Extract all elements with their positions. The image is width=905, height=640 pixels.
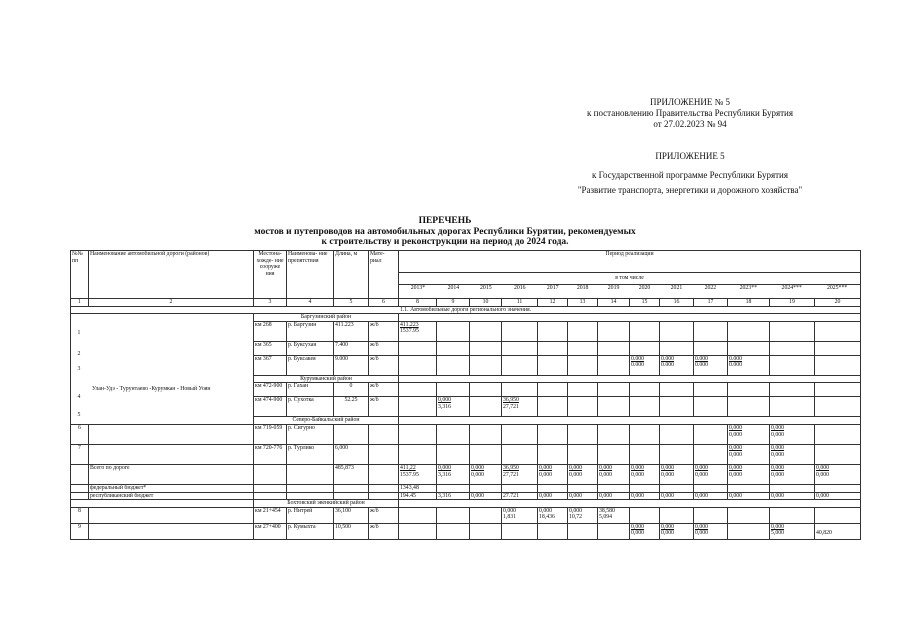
col-header-length: Длина, м [334, 251, 369, 299]
value-bottom: 0.000 [661, 362, 675, 369]
row-number: 5 [77, 412, 81, 418]
appendix-title: ПРИЛОЖЕНИЕ № 5 [649, 97, 731, 107]
value-top: 0,000 [631, 464, 645, 471]
value-top: 0,000 [771, 464, 785, 471]
value-top: 0,000 [438, 397, 452, 404]
year-list [399, 285, 860, 292]
row-location: км 367 [254, 355, 287, 375]
row-length: 52.25 [334, 397, 369, 417]
value-top: 0,000 [729, 424, 743, 431]
col-header-obstacle: Наименова- ние препятствия [287, 251, 334, 299]
row-value [399, 321, 437, 341]
row-number: 1 [77, 330, 81, 336]
year-label: 2016 [513, 284, 526, 291]
row-number: 7 [71, 444, 89, 464]
row-number: 2 [77, 351, 81, 357]
row-material: ж/б [369, 397, 399, 417]
col-number: 15 [630, 299, 660, 307]
budget-value: 0,000 [568, 492, 598, 500]
appendix-header-program [520, 151, 860, 196]
row-material: ж/б [369, 341, 399, 355]
title-line: к строительству и реконструкции на период до 2024 года. [321, 237, 569, 247]
value-top: 0,000 [661, 464, 675, 471]
budget-row [71, 492, 861, 500]
appendix-line: от 27.02.2023 № 94 [653, 119, 727, 129]
appendix-line: "Развитие транспорта, энергетики и дорожного хозяйства" [577, 185, 803, 195]
year-label: 2020 [638, 284, 651, 291]
budget-value: 0,000 [694, 492, 728, 500]
value-top: 0,000 [695, 523, 709, 530]
row-location: км 474-900 [254, 397, 287, 417]
budget-value: 3,316 [437, 492, 470, 500]
col-number: 4 [287, 299, 334, 307]
value-top: 0,000 [729, 464, 743, 471]
appendix-title: ПРИЛОЖЕНИЕ 5 [655, 151, 725, 161]
row-obstacle: р. Буксакея [287, 355, 334, 375]
total-length: 485,873 [334, 464, 369, 484]
value-top: 0.000 [631, 355, 645, 362]
row-obstacle: р. Баргузин [287, 321, 334, 341]
value-top: 0,000 [599, 464, 613, 471]
value-bottom: 10,72 [569, 514, 583, 521]
col-number: 6 [369, 299, 399, 307]
row-length: 411.223 [334, 321, 369, 341]
col-number: 3 [254, 299, 287, 307]
col-number: 2 [89, 299, 254, 307]
value-top: 0,000 [771, 444, 785, 451]
year-label: 2018 [576, 284, 589, 291]
row-obstacle: р. Буксухан [287, 341, 334, 355]
value-bottom: 5,000 [771, 530, 785, 537]
budget-label: федеральный бюджет* [89, 484, 254, 492]
budget-value: 1343,48 [399, 484, 437, 492]
row-obstacle: р. Сухотка [287, 397, 334, 417]
row-location: км 268 [254, 321, 287, 341]
value-bottom: 0,000 [771, 431, 785, 438]
row-location: км 365 [254, 341, 287, 355]
total-row [71, 464, 861, 484]
budget-value: 0,000 [598, 492, 630, 500]
value-top: 0.000 [695, 355, 709, 362]
value-top: 0,000 [771, 424, 785, 431]
col-number: 17 [694, 299, 728, 307]
appendix-line: к Государственной программе Республики Бурятия [592, 170, 788, 180]
year-label: 2014 [447, 284, 460, 291]
row-material: ж/б [369, 321, 399, 341]
value-bottom: 5,094 [599, 514, 613, 521]
value-bottom: 18,436 [539, 514, 555, 521]
row-length: 0 [334, 383, 369, 397]
value-bottom: 0,000 [771, 451, 785, 458]
value-bottom: 40,820 [816, 530, 832, 537]
year-label: 2022 [704, 284, 717, 291]
section-title: 1.1. Автомобильные дороги регионального значения. [71, 306, 861, 314]
value-bottom: 0,000 [539, 471, 553, 478]
value-top: 0,000 [816, 464, 830, 471]
row-obstacle: р. Сигурно [287, 424, 334, 444]
value-bottom: 0,000 [661, 471, 675, 478]
value-bottom: 0,000 [729, 471, 743, 478]
value-bottom: 1537.95 [400, 471, 419, 478]
col-header-material: Мате- риал [369, 251, 399, 299]
row-number: 4 [77, 394, 81, 400]
district-label: Курумканский район [254, 375, 399, 383]
value-top: 36,950 [503, 464, 519, 471]
col-number: 5 [334, 299, 369, 307]
col-number: 20 [815, 299, 861, 307]
value-bottom: 0,000 [569, 471, 583, 478]
budget-value: 0,000 [660, 492, 694, 500]
year-label: 2015 [480, 284, 492, 291]
value-bottom: 0,000 [729, 451, 743, 458]
value-bottom: 27,721 [503, 471, 519, 478]
value-top: 0,000 [729, 444, 743, 451]
value-bottom: 0,000 [816, 471, 830, 478]
total-label: Всего по дороге [89, 464, 254, 484]
value-bottom: 0,000 [771, 471, 785, 478]
year-label: 2025*** [826, 284, 848, 291]
value-bottom: 27,721 [503, 403, 519, 410]
col-number: 1 [71, 299, 89, 307]
value-top: 0,000 [539, 507, 553, 514]
value-bottom: 0,000 [631, 530, 645, 537]
value-top: 0,000 [695, 464, 709, 471]
row-location: км 27+400 [254, 523, 287, 539]
district-row [71, 500, 861, 508]
table-row [71, 507, 861, 523]
value-bottom: 3,316 [438, 403, 452, 410]
title-line: мостов и путепроводов на автомобильных дорогах Республики Бурятии, рекомендуемых [254, 226, 636, 237]
value-top: 38,580 [599, 507, 615, 514]
row-length: 6,000 [334, 444, 369, 464]
year-label: 2017 [546, 284, 559, 291]
row-obstacle: р. Нитрей [287, 507, 334, 523]
year-label: 2023** [739, 284, 757, 291]
row-location: км 719-059 [254, 424, 287, 444]
row-material: ж/б [369, 507, 399, 523]
row-length: 36,100 [334, 507, 369, 523]
value-top: 0,000 [438, 464, 452, 471]
header-row [71, 251, 861, 273]
appendix-line: к постановлению Правительства Республики Бурятия [587, 108, 793, 118]
col-header-incl: в том числе [399, 273, 860, 285]
year-label: 2019 [607, 284, 620, 291]
row-location: км 472-900 [254, 383, 287, 397]
value-bottom: 0,000 [471, 471, 485, 478]
budget-value: 0,000 [770, 492, 815, 500]
budget-row [71, 484, 861, 492]
row-obstacle: р. Кумыхта [287, 523, 334, 539]
row-location: км 720-776 [254, 444, 287, 464]
col-number: 13 [568, 299, 598, 307]
title-line: ПЕРЕЧЕНЬ [418, 216, 472, 226]
value-top: 0.000 [729, 355, 743, 362]
col-number: 11 [502, 299, 538, 307]
table-row [71, 523, 861, 539]
value-top: 0,000 [471, 464, 485, 471]
appendix-header-decree [560, 97, 820, 130]
col-number: 10 [470, 299, 502, 307]
col-header-road: Наименование автомобильной дороги (районов) [89, 251, 254, 299]
budget-value: 0,000 [470, 492, 502, 500]
value-top: 0.000 [661, 355, 675, 362]
year-label: 2021 [670, 284, 683, 291]
row-number: 6 [71, 424, 89, 444]
district-label: Баргузинский район [254, 314, 399, 322]
document-title [200, 216, 690, 248]
col-number: 18 [728, 299, 770, 307]
value-bottom: 3,316 [438, 471, 452, 478]
row-material: ж/б [369, 523, 399, 539]
col-number: 8 [399, 299, 437, 307]
road-name: Улан-Удэ - Турунтаево -Курумкан - Новый Уоян [92, 386, 211, 393]
value-top: 0,000 [503, 507, 517, 514]
budget-value: 194.45 [399, 492, 437, 500]
district-label: Северо-Байкальский район [254, 417, 399, 425]
budget-value: 0,000 [538, 492, 568, 500]
value-bottom: 0,000 [695, 530, 709, 537]
value-bottom: 0,000 [631, 471, 645, 478]
value-top: 0,000 [661, 523, 675, 530]
col-number: 12 [538, 299, 568, 307]
col-header-location: Местона- хожде- ние сооруже ния [254, 251, 287, 299]
value-top: 411,22 [400, 464, 416, 471]
budget-value: 0,000 [630, 492, 660, 500]
col-header-years [399, 273, 861, 299]
table-row [71, 444, 861, 464]
value-top: 36,950 [503, 397, 519, 404]
value-top: 0,000 [771, 523, 785, 530]
year-label: 2013* [410, 284, 426, 291]
value-bottom: 0.000 [729, 362, 743, 369]
value-top: 411.223 [400, 321, 419, 328]
value-bottom: 0.000 [631, 362, 645, 369]
row-number: 9 [71, 523, 89, 539]
budget-value: 0,000 [815, 492, 861, 500]
value-bottom: 1,831 [503, 514, 517, 521]
value-bottom: 0,000 [729, 431, 743, 438]
row-material: ж/б [369, 383, 399, 397]
col-number-row [71, 299, 861, 307]
road-cell [71, 314, 254, 425]
district-label: Бохтовский эвенкийский район [254, 500, 399, 508]
table-row [71, 424, 861, 444]
section-row [71, 306, 861, 314]
row-location: км 21+454 [254, 507, 287, 523]
row-length: 7.400 [334, 341, 369, 355]
col-number: 14 [598, 299, 630, 307]
col-number: 9 [437, 299, 470, 307]
col-number: 16 [660, 299, 694, 307]
value-bottom: 0,000 [599, 471, 613, 478]
value-top: 0,000 [539, 464, 553, 471]
row-number: 3 [77, 366, 81, 372]
row-length: 9.000 [334, 355, 369, 375]
budget-value: 27.721 [502, 492, 538, 500]
value-bottom: 0.000 [695, 362, 709, 369]
col-number: 19 [770, 299, 815, 307]
budget-value: 0,000 [728, 492, 770, 500]
value-bottom: 0,000 [695, 471, 709, 478]
row-length: 10,500 [334, 523, 369, 539]
value-top: 0,000 [569, 507, 583, 514]
value-bottom: 0,000 [661, 530, 675, 537]
budget-label: республиканский бюджет [89, 492, 254, 500]
value-bottom: 1537.95 [400, 328, 419, 335]
value-top: 0,000 [631, 523, 645, 530]
value-top: 0,000 [569, 464, 583, 471]
row-obstacle: р. Турлико [287, 444, 334, 464]
bridges-table [70, 250, 861, 540]
district-row [71, 314, 861, 322]
row-obstacle: р. Гахан [287, 383, 334, 397]
col-header-period: Период реализации [399, 251, 861, 273]
col-header-num: №№ пп [71, 251, 89, 299]
row-number: 8 [71, 507, 89, 523]
year-label: 2024*** [781, 284, 802, 291]
row-material: ж/б [369, 355, 399, 375]
